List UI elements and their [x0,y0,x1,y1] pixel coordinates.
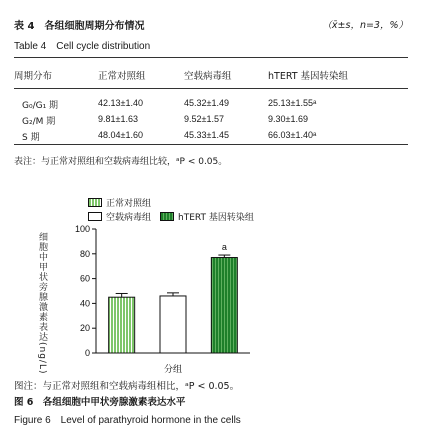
table-cell: 9.30±1.69 [268,114,308,124]
y-tick-label: 0 [84,348,90,358]
table-title-en: Table 4 Cell cycle distribution [14,41,151,52]
y-tick-label: 100 [74,224,90,234]
significance-label: a [221,242,227,253]
y-tick-label: 40 [79,298,90,309]
table-cell: 25.13±1.55ᵃ [268,98,317,108]
table-cell-phase: G₂/M 期 [22,117,56,127]
table-title: 表 4 各组细胞周期分布情况 [14,21,145,32]
legend-label-vector: 空载病毒组 [106,213,152,223]
chart-bars [109,242,238,353]
table-cell: 66.03±1.40ᵃ [268,130,317,140]
table-cell: 45.32±1.49 [184,98,229,108]
table-note: 表注：与正常对照组和空载病毒组比较，ᵃP < 0.05。 [14,157,228,167]
table-header-htert: hTERT 基因转染组 [268,71,349,82]
table-stats-note: （x̄±s，n=3，%） [322,20,408,31]
table-header-control: 正常对照组 [98,71,146,82]
y-tick-label: 60 [79,273,90,284]
figure-caption-cn: 图 6 各组细胞中甲状旁腺激素表达水平 [14,397,186,408]
bar [109,297,135,353]
table-cell: 48.04±1.60 [98,130,143,140]
legend-label-htert: hTERT 基因转染组 [178,213,254,223]
table-cell: 45.33±1.45 [184,130,229,140]
x-axis-label: 分组 [163,364,183,374]
figure-caption-en: Figure 6 Level of parathyroid hormone in the cells [14,415,241,426]
y-tick-label: 80 [79,248,90,259]
table-cell-phase: S 期 [22,133,40,143]
table-cell: 9.81±1.63 [98,114,138,124]
bar [211,258,237,353]
table-cell: 42.13±1.40 [98,98,143,108]
y-axis-label: 细胞中甲状旁腺激素表达(ng/L) [37,232,47,375]
table-header-phase: 周期分布 [14,71,53,82]
table-cell: 9.52±1.57 [184,114,224,124]
legend-label-control: 正常对照组 [106,199,152,209]
table-header-vector: 空载病毒组 [184,71,232,82]
figure-note: 图注：与正常对照组和空载病毒组相比，ᵃP < 0.05。 [14,381,240,392]
y-tick-label: 20 [79,323,90,334]
table-cell-phase: G₀/G₁ 期 [22,101,59,111]
bar [160,296,186,353]
